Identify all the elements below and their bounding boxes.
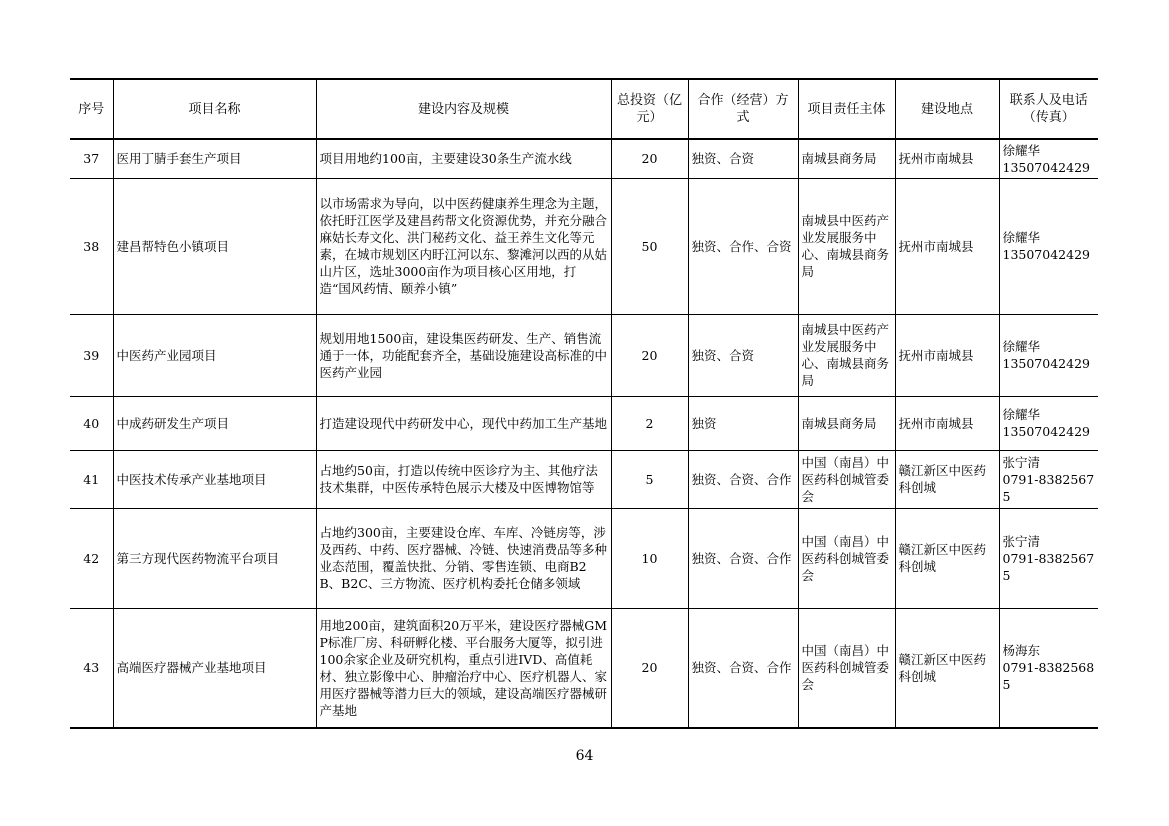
cell-seq: 39 [70,314,113,396]
contact-name: 徐耀华 [1002,230,1041,245]
cell-contact [999,508,1098,608]
header-seq: 序号 [70,79,113,139]
cell-name: 高端医疗器械产业基地项目 [113,608,316,728]
cell-owner: 中国（南昌）中医药科创城管委会 [798,508,895,608]
cell-seq: 37 [70,139,113,178]
cell-owner: 南城县中医药产业发展服务中心、南城县商务局 [798,178,895,314]
cell-invest: 50 [611,178,688,314]
cell-invest: 20 [611,314,688,396]
table-row [70,508,1098,608]
cell-content: 以市场需求为导向，以中医药健康养生理念为主题，依托盱江医学及建昌药帮文化资源优势，并充分融合麻姑长寿文化、洪门秘药文化、益王养生文化等元素，在城市规划区内盱江河以东、黎滩河以西的从姑山片区，选址3000亩作为项目核心区用地，打造“国风药情、颐养小镇” [316,178,611,314]
contact-phone: 0791-83825675 [1002,550,1095,583]
table-row [70,608,1098,728]
cell-invest: 20 [611,608,688,728]
cell-content: 占地约50亩，打造以传统中医诊疗为主、其他疗法技术集群，中医传承特色展示大楼及中医博物馆等 [316,450,611,508]
cell-location: 抚州市南城县 [895,139,999,178]
contact-name: 杨海东 [1002,643,1041,659]
contact-name: 徐耀华 [1002,339,1041,354]
table-row [70,396,1098,450]
cell-owner: 中国（南昌）中医药科创城管委会 [798,608,895,728]
cell-name: 医用丁腈手套生产项目 [113,139,316,178]
table-row [70,139,1098,178]
cell-owner: 南城县商务局 [798,396,895,450]
cell-location: 赣江新区中医药科创城 [895,508,999,608]
cell-name: 中医药产业园项目 [113,314,316,396]
cell-content: 用地200亩，建筑面积20万平米，建设医疗器械GMP标准厂房、科研孵化楼、平台服务大厦等，拟引进100余家企业及研究机构，重点引进IVD、高值耗材、独立影像中心、肿瘤治疗中心、医疗机器人、家用医疗器械等潜力巨大的领域，建设高端医疗器械研产基地 [316,608,611,728]
cell-owner: 中国（南昌）中医药科创城管委会 [798,450,895,508]
header-contact: 联系人及电话（传真） [999,79,1098,139]
cell-coop: 独资、合资、合作 [688,608,798,728]
cell-owner: 南城县商务局 [798,139,895,178]
header-location: 建设地点 [895,79,999,139]
cell-location: 抚州市南城县 [895,178,999,314]
table-row [70,314,1098,396]
cell-name: 中成药研发生产项目 [113,396,316,450]
header-coop: 合作（经营）方式 [688,79,798,139]
cell-seq: 43 [70,608,113,728]
cell-seq: 38 [70,178,113,314]
cell-contact [999,314,1098,396]
contact-phone: 13507042429 [1002,159,1090,175]
cell-seq: 40 [70,396,113,450]
cell-contact [999,139,1098,178]
cell-contact [999,450,1098,508]
cell-seq: 41 [70,450,113,508]
contact-phone: 13507042429 [1002,247,1090,262]
cell-seq: 42 [70,508,113,608]
cell-content: 规划用地1500亩，建设集医药研发、生产、销售流通于一体，功能配套齐全，基础设施建设高标准的中医药产业园 [316,314,611,396]
cell-coop: 独资、合作、合资 [688,178,798,314]
contact-name: 张宁清 [1002,454,1041,470]
contact-name: 徐耀华 [1002,142,1041,158]
cell-location: 赣江新区中医药科创城 [895,608,999,728]
contact-name: 张宁清 [1002,533,1041,549]
cell-name: 中医技术传承产业基地项目 [113,450,316,508]
cell-content: 项目用地约100亩，主要建设30条生产流水线 [316,139,611,178]
cell-owner: 南城县中医药产业发展服务中心、南城县商务局 [798,314,895,396]
cell-content: 占地约300亩，主要建设仓库、车库、冷链房等，涉及西药、中药、医疗器械、冷链、快速消费品等多种业态范围，覆盖快批、分销、零售连锁、电商B2B、B2C、三方物流、医疗机构委托仓储多领域 [316,508,611,608]
cell-content: 打造建设现代中药研发中心，现代中药加工生产基地 [316,396,611,450]
cell-invest: 10 [611,508,688,608]
header-owner: 项目责任主体 [798,79,895,139]
header-invest: 总投资（亿元） [611,79,688,139]
table-row [70,450,1098,508]
cell-coop: 独资、合资、合作 [688,508,798,608]
cell-invest: 2 [611,396,688,450]
contact-phone: 0791-83825685 [1002,660,1095,693]
header-content: 建设内容及规模 [316,79,611,139]
cell-contact [999,608,1098,728]
cell-coop: 独资、合资 [688,314,798,396]
cell-contact [999,178,1098,314]
table-header-row [70,79,1098,139]
cell-contact [999,396,1098,450]
page-number: 64 [575,748,594,764]
cell-invest: 20 [611,139,688,178]
header-name: 项目名称 [113,79,316,139]
cell-invest: 5 [611,450,688,508]
cell-location: 赣江新区中医药科创城 [895,450,999,508]
cell-coop: 独资、合资 [688,139,798,178]
cell-location: 抚州市南城县 [895,396,999,450]
contact-phone: 13507042429 [1002,424,1090,439]
contact-phone: 13507042429 [1002,356,1090,371]
contact-phone: 0791-83825675 [1002,471,1095,504]
cell-name: 第三方现代医药物流平台项目 [113,508,316,608]
project-table [70,78,1098,729]
cell-name: 建昌帮特色小镇项目 [113,178,316,314]
cell-location: 抚州市南城县 [895,314,999,396]
cell-coop: 独资、合资、合作 [688,450,798,508]
cell-coop: 独资 [688,396,798,450]
table-row [70,178,1098,314]
contact-name: 徐耀华 [1002,407,1041,422]
